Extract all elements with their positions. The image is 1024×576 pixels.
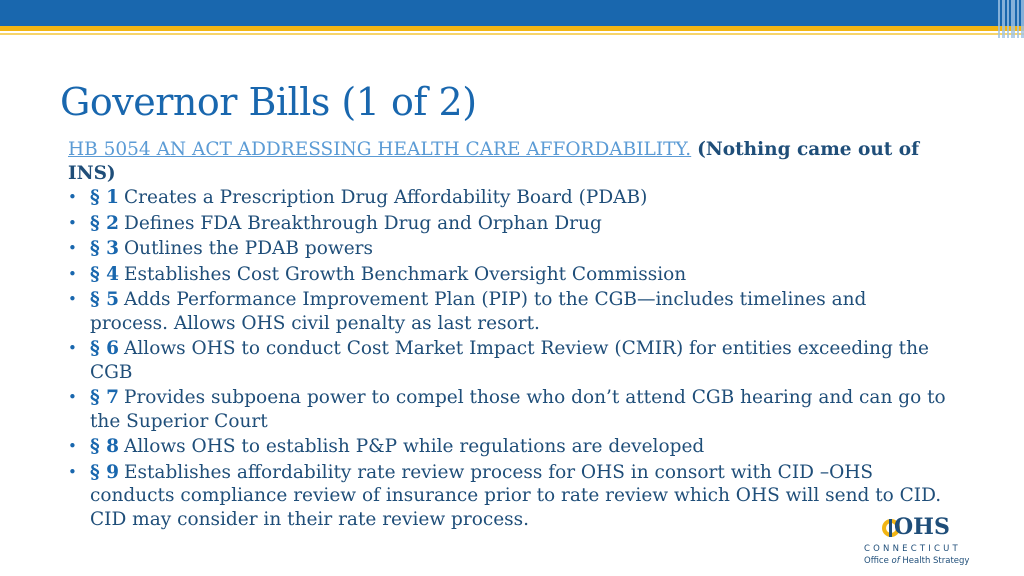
section-text: Allows OHS to conduct Cost Market Impact Review (CMIR) for entities exceeding the CGB: [90, 338, 929, 383]
bullet-icon: •: [68, 388, 77, 406]
page-title: Governor Bills (1 of 2): [60, 80, 477, 124]
list-item: [68, 461, 948, 532]
bullet-icon: •: [68, 290, 77, 308]
section-number: § 2: [90, 212, 119, 234]
bullet-icon: •: [68, 462, 77, 481]
ohs-logo: [860, 516, 990, 570]
banner-stripes: [984, 0, 1024, 38]
logo-office: Office of Health Strategy: [864, 556, 970, 566]
slide-body: [68, 138, 948, 533]
section-number: § 5: [90, 289, 119, 310]
list-item: [68, 337, 948, 384]
section-number: § 4: [90, 263, 119, 285]
list-item: [68, 237, 948, 261]
section-number: § 1: [90, 187, 119, 208]
banner-blue-band: [0, 0, 1024, 26]
section-number: § 6: [90, 338, 119, 359]
banner-gold-band: [0, 26, 1024, 31]
logo-wordmark: OHS: [894, 514, 950, 540]
section-text: Establishes affordability rate review process for OHS in consort with CID –OHS conducts compliance review of insurance prior to rate review which OHS will send to CID. CID may consider in their rate review process.: [90, 461, 942, 530]
bill-intro: [68, 138, 948, 185]
list-item: [68, 288, 948, 335]
list-item: [68, 212, 948, 236]
top-banner: [0, 0, 1024, 38]
logo-state: CONNECTICUT: [864, 544, 961, 554]
section-list: [68, 186, 948, 531]
section-text: Allows OHS to establish P&P while regulations are developed: [124, 436, 705, 457]
bullet-icon: •: [68, 437, 77, 455]
list-item: [68, 435, 948, 459]
bill-link[interactable]: HB 5054 AN ACT ADDRESSING HEALTH CARE AFFORDABILITY.: [68, 139, 692, 160]
section-number: § 7: [90, 387, 119, 408]
list-item: [68, 386, 948, 433]
bullet-icon: •: [68, 213, 77, 232]
section-text: Provides subpoena power to compel those who don’t attend CGB hearing and can go to the Superior Court: [90, 387, 946, 432]
section-text: Establishes Cost Growth Benchmark Oversight Commission: [124, 263, 687, 285]
bullet-icon: •: [68, 339, 77, 357]
bullet-icon: •: [68, 264, 77, 283]
section-text: Defines FDA Breakthrough Drug and Orphan Drug: [124, 212, 602, 234]
section-number: § 8: [90, 436, 119, 457]
bill-status-note: (Nothing came out of INS): [68, 139, 920, 184]
section-text: Adds Performance Improvement Plan (PIP) to the CGB—includes timelines and process. Allows OHS civil penalty as last resort.: [90, 289, 867, 334]
section-text: Creates a Prescription Drug Affordability Board (PDAB): [124, 187, 648, 208]
bullet-icon: •: [68, 239, 77, 257]
list-item: [68, 263, 948, 287]
section-text: Outlines the PDAB powers: [124, 238, 373, 259]
section-number: § 3: [90, 238, 119, 259]
bullet-icon: •: [68, 188, 77, 206]
section-number: § 9: [90, 461, 119, 483]
list-item: [68, 186, 948, 210]
banner-gold-thin-line: [0, 33, 1024, 35]
